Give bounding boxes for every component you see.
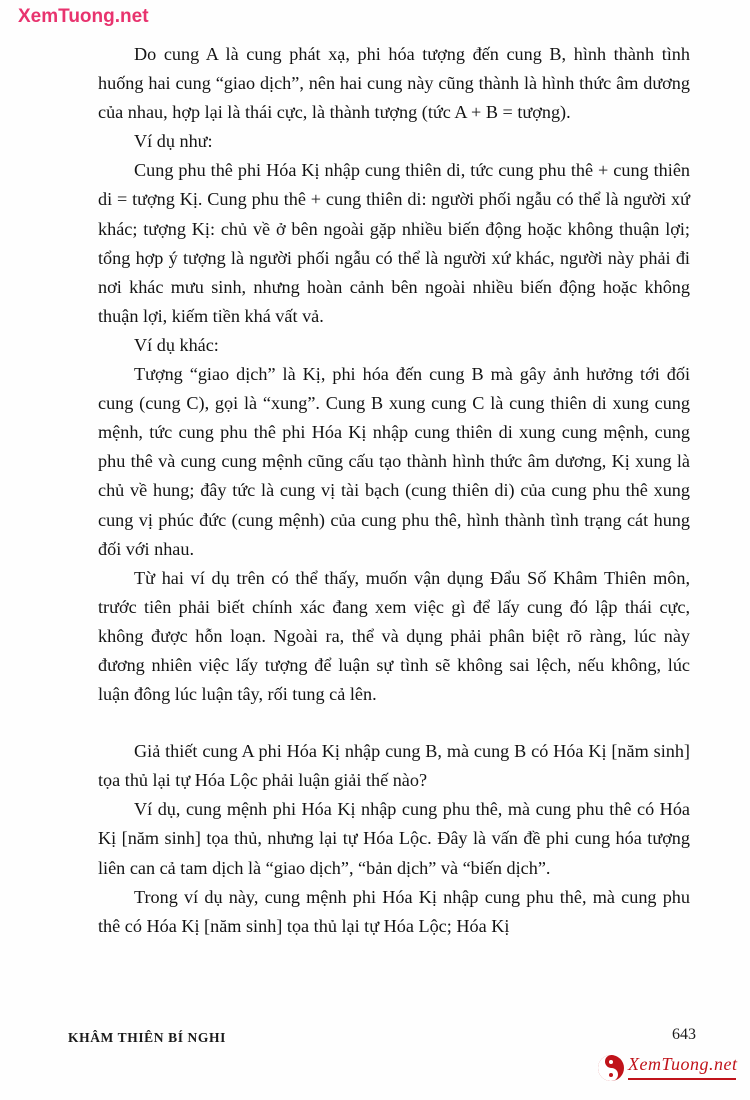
yin-yang-dot-light (609, 1060, 613, 1064)
paragraph: Do cung A là cung phát xạ, phi hóa tượng đến cung B, hình thành tình huống hai cung “giao dịch”, nên hai cung này cũng thành là hình thức âm dương của nhau, hợp lại là thái cực, là thành tượng (tức A + B = tượng). (98, 44, 690, 123)
page-body-text (98, 40, 690, 941)
footer-book-title: KHÂM THIÊN BÍ NGHI (68, 1030, 226, 1045)
paragraph: Từ hai ví dụ trên có thể thấy, muốn vận dụng Đẩu Số Khâm Thiên môn, trước tiên phải biết chính xác đang xem việc gì để lấy cung đó lập thái cực, không được hỗn loạn. Ngoài ra, thể và dụng phải phân biệt rõ ràng, lúc này đương nhiên việc lấy tượng để luận sự tình sẽ không sai lệch, nếu không, lúc luận đông lúc luận tây, rối tung cả lên. (98, 567, 690, 705)
paragraph: Ví dụ, cung mệnh phi Hóa Kị nhập cung phu thê, mà cung phu thê có Hóa Kị [năm sinh] tọa thủ, nhưng lại tự Hóa Lộc. Đây là vấn đề phi cung hóa tượng liên can cả tam dịch là “giao dịch”, “bản dịch” và “biến dịch”. (98, 799, 690, 878)
watermark-text: XemTuong.net (18, 6, 149, 27)
logo-text: XemTuong.net (628, 1054, 738, 1074)
paragraph: Tượng “giao dịch” là Kị, phi hóa đến cung B mà gây ảnh hưởng tới đối cung (cung C), gọi là “xung”. Cung B xung cung C là cung thiên di xung cung mệnh, tức cung phu thê phi Hóa Kị nhập cung thiên di xung cung mệnh, cung phu thê và cung cung mệnh cũng cấu tạo thành hình thức âm dương, Kị xung là chủ về hung; đây tức là cung vị tài bạch (cung thiên di) của cung phu thê xung cung vị phúc đức (cung mệnh) của cung phu thê, hình thành tình trạng cát hung đối với nhau. (98, 364, 690, 559)
paragraph: Trong ví dụ này, cung mệnh phi Hóa Kị nhập cung phu thê, mà cung phu thê có Hóa Kị [năm sinh] tọa thủ lại tự Hóa Lộc; Hóa Kị (98, 886, 690, 936)
page-number: 643 (672, 1026, 696, 1043)
paragraph: Cung phu thê phi Hóa Kị nhập cung thiên di, tức cung phu thê + cung thiên di = tượng Kị. Cung phu thê + cung thiên di: người phối ngẫu có thể là người xứ khác; tượng Kị: chủ về ở bên ngoài gặp nhiều biến động hoặc không thuận lợi; tổng hợp ý tượng là người phối ngẫu có thể là người xứ khác, người này phải đi nơi khác mưu sinh, nhưng hoàn cảnh bên ngoài nhiều biến động hoặc không thuận lợi, kiếm tiền khá vất vả. (98, 160, 690, 326)
logo-underline (628, 1078, 736, 1080)
yin-yang-dot-dark (609, 1073, 613, 1077)
site-watermark-top (18, 6, 149, 28)
paragraph: Ví dụ khác: (134, 334, 219, 355)
yin-yang-icon (598, 1055, 624, 1081)
paragraph: Ví dụ như: (134, 131, 213, 152)
site-logo (598, 1052, 738, 1090)
paragraph: Giả thiết cung A phi Hóa Kị nhập cung B, mà cung B có Hóa Kị [năm sinh] tọa thủ lại tự Hóa Lộc phải luận giải thế nào? (98, 741, 690, 791)
